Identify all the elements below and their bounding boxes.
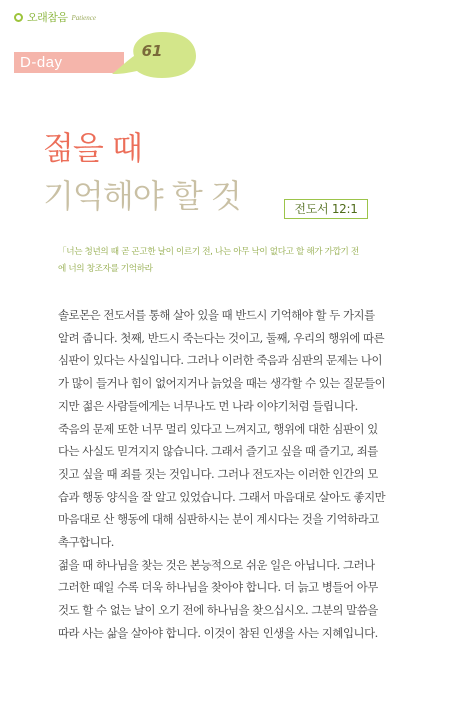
body-line: 솔로몬은 전도서를 통해 살아 있을 때 반드시 기억해야 할 두 가지를 xyxy=(58,308,375,322)
body-line: 죽음의 문제 또한 너무 멀리 있다고 느껴지고, 행위에 대한 심판이 있 xyxy=(58,421,378,436)
body-line: 다는 사실도 믿겨지지 않습니다. 그래서 즐기고 싶을 때 즐기고, 죄를 xyxy=(58,444,378,459)
body-line: 따라 사는 삶을 살아야 합니다. 이것이 참된 인생을 사는 지혜입니다. xyxy=(58,625,378,640)
series-header xyxy=(14,8,96,26)
body-line: 촉구합니다. xyxy=(58,535,114,550)
verse-quote xyxy=(58,244,442,278)
series-title: 오래참음 xyxy=(27,11,68,24)
body-line: 것도 할 수 없는 날이 오기 전에 하나님을 찾으십시오. 그분의 말씀을 xyxy=(58,603,378,618)
page-title-line1: 젊을 때 xyxy=(43,129,142,167)
body-line: 심판이 있다는 사실입니다. 그러나 이러한 죽음과 심판의 문제는 나이 xyxy=(58,353,383,368)
body-line: 습과 행동 양식을 잘 알고 있었습니다. 그래서 마음대로 살아도 좋지만 xyxy=(58,489,386,504)
body-line: 가 많이 들거나 힘이 없어지거나 늙었을 때는 생각할 수 있는 질문들이 xyxy=(58,376,386,391)
series-subtitle: Patience xyxy=(71,14,97,22)
verse-line: 「너는 청년의 때 곧 곤고한 날이 이르기 전, 나는 아무 낙이 없다고 할 해가 가깝기 전 xyxy=(58,247,359,257)
body-line: 알려 줍니다. 첫째, 반드시 죽는다는 것이고, 둘째, 우리의 행위에 따른 xyxy=(58,330,385,345)
body-text xyxy=(58,304,446,645)
body-line: 마음대로 산 행동에 대해 심판하시는 분이 계시다는 것을 기억하라고 xyxy=(58,512,379,527)
scripture-reference: 전도서 12:1 xyxy=(284,199,368,219)
page-title-line2: 기억해야 할 것 xyxy=(43,177,241,215)
verse-line: 에 너의 창조자를 기억하라 xyxy=(58,264,153,274)
body-line: 지만 젊은 사람들에게는 너무나도 먼 나라 이야기처럼 들립니다. xyxy=(58,398,358,413)
body-line: 짓고 싶을 때 죄를 짓는 것입니다. 그러나 전도자는 이러한 인간의 모 xyxy=(58,466,378,481)
circle-bullet-icon xyxy=(14,13,23,22)
dday-label: D-day xyxy=(20,54,63,71)
day-number: 61 xyxy=(141,42,163,60)
body-line: 젊을 때 하나님을 찾는 것은 본능적으로 쉬운 일은 아닙니다. 그러나 xyxy=(58,557,375,572)
body-line: 그러한 때일 수록 더욱 하나님을 찾아야 합니다. 더 늙고 병들어 아무 xyxy=(58,580,378,595)
